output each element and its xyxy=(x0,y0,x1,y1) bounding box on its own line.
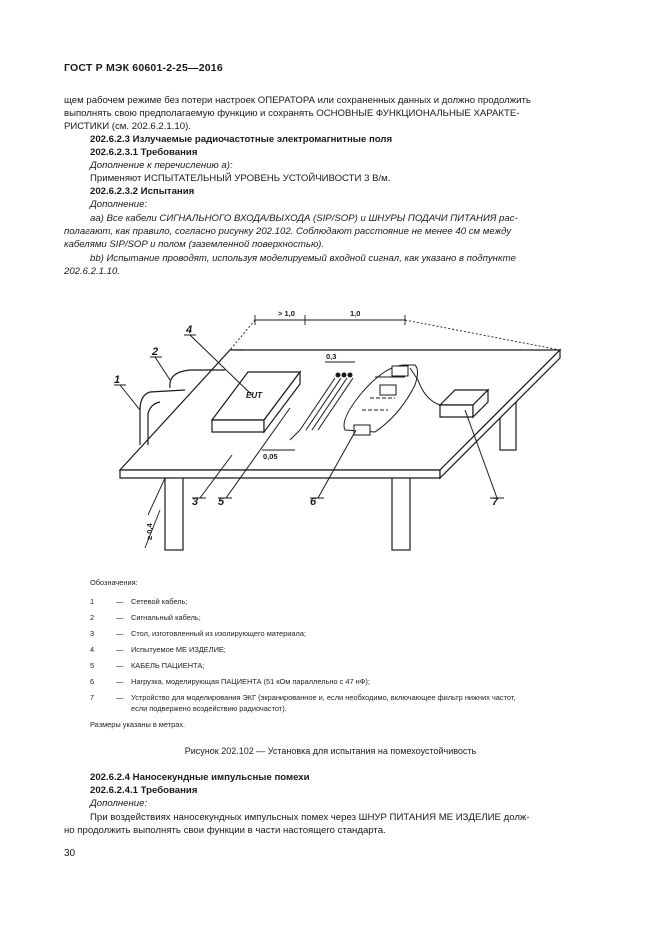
section-heading-202623: 202.6.2.3 Излучаемые радиочастотные электромагнитные поля xyxy=(90,134,393,145)
section-heading-2026231: 202.6.2.3.1 Требования xyxy=(90,147,198,158)
legend-number: 7 xyxy=(90,693,95,702)
paragraph-continuation xyxy=(64,94,531,134)
table-leg xyxy=(165,470,183,550)
legend-number: 4 xyxy=(90,645,95,654)
test-level-text: Применяют ИСПЫТАТЕЛЬНЫЙ УРОВЕНЬ УСТОЙЧИВОСТИ 3 В/м. xyxy=(90,173,391,184)
test-setup-figure xyxy=(0,290,661,565)
item-bb-line2: 202.6.2.1.10. xyxy=(64,266,121,278)
item-bb-line1: bb) Испытание проводят, используя моделируемый входной сигнал, как указано в подпункте xyxy=(90,253,516,264)
legend-text: если подвержено воздействию радиочастот). xyxy=(131,704,287,713)
legend-text: Испытуемое МЕ ИЗДЕЛИЕ; xyxy=(131,645,226,654)
burst-paragraph xyxy=(64,811,530,837)
item-bb xyxy=(64,252,516,278)
legend-item: 4 — Испытуемое МЕ ИЗДЕЛИЕ; xyxy=(90,645,226,654)
callout-1: 1 xyxy=(114,374,121,386)
legend-item: 7 — Устройство для моделирования ЭКГ (экранированное и, если необходимо, включающее фильтр нижних частот, xyxy=(90,693,516,702)
addition-note: Дополнение: xyxy=(90,199,148,210)
legend-title: Обозначения: xyxy=(90,578,138,587)
callout-7: 7 xyxy=(492,496,499,508)
legend-number: 1 xyxy=(90,597,95,606)
figure-caption: Рисунок 202.102 — Установка для испытания на помехоустойчивость xyxy=(184,746,477,756)
para1-line2: выполнять свою предполагаемую функцию и сохранять ОСНОВНЫЕ ФУНКЦИОНАЛЬНЫЕ ХАРАКТЕ- xyxy=(64,108,520,120)
burst-line2: но продолжить выполнять свои функции в части настоящего стандарта. xyxy=(64,825,386,837)
section-heading-2026232: 202.6.2.3.2 Испытания xyxy=(90,186,195,197)
item-aa-line3: кабелями SIP/SOP и полом (заземленной поверхностью). xyxy=(64,239,325,251)
page-number: 30 xyxy=(64,848,76,859)
legend-text: Нагрузка, моделирующая ПАЦИЕНТА (51 кОм параллельно с 47 нФ); xyxy=(131,677,370,686)
dimension-0-05: 0,05 xyxy=(263,452,278,461)
dimension-1: 1,0 xyxy=(350,309,361,318)
document-header: ГОСТ Р МЭК 60601-2-25—2016 xyxy=(64,62,223,74)
callout-5: 5 xyxy=(218,496,225,508)
legend-item: 6 — Нагрузка, моделирующая ПАЦИЕНТА (51 кОм параллельно с 47 нФ); xyxy=(90,677,370,686)
dimension-0-4: ≥ 0,4 xyxy=(145,523,154,540)
item-aa-line2: полагают, как правило, согласно рисунку 202.102. Соблюдают расстояние не менее 40 см между xyxy=(64,226,512,238)
item-aa-line1: aa) Все кабели СИГНАЛЬНОГО ВХОДА/ВЫХОДА (SIP/SOP) и ШНУРЫ ПОДАЧИ ПИТАНИЯ рас- xyxy=(90,213,518,224)
legend-text: Стол, изготовленный из изолирующего материала; xyxy=(131,629,306,638)
legend-number: 3 xyxy=(90,629,95,638)
legend-text: Сетевой кабель; xyxy=(131,597,188,606)
para1-line1: щем рабочем режиме без потери настроек ОПЕРАТОРА или сохраненных данных и должно продолжить xyxy=(64,95,531,106)
table-top xyxy=(120,350,560,470)
burst-line1: При воздействиях наносекундных импульсных помех через ШНУР ПИТАНИЯ МЕ ИЗДЕЛИЕ долж- xyxy=(90,812,530,823)
eut-label: EUT xyxy=(246,391,262,400)
legend-item: 2 — Сигнальный кабель; xyxy=(90,613,201,622)
legend-units-note: Размеры указаны в метрах. xyxy=(90,720,186,729)
legend-text: КАБЕЛЬ ПАЦИЕНТА; xyxy=(131,661,205,670)
addition-note-a: Дополнение к перечислению a): xyxy=(90,160,233,171)
legend-item: 1 — Сетевой кабель; xyxy=(90,597,188,606)
legend-number: 5 xyxy=(90,661,95,670)
callout-4: 4 xyxy=(186,324,193,336)
callout-2: 2 xyxy=(152,346,159,358)
legend-item: 5 — КАБЕЛЬ ПАЦИЕНТА; xyxy=(90,661,205,670)
legend-number: 2 xyxy=(90,613,95,622)
item-aa xyxy=(64,212,518,252)
table-edge xyxy=(120,470,440,478)
dimension-0-3: 0,3 xyxy=(326,352,337,361)
section-heading-202624: 202.6.2.4 Наносекундные импульсные помехи xyxy=(90,772,310,783)
addition-note-2: Дополнение: xyxy=(90,798,148,809)
legend-text: Сигнальный кабель; xyxy=(131,613,201,622)
legend-item: 3 — Стол, изготовленный из изолирующего материала; xyxy=(90,629,306,638)
callout-3: 3 xyxy=(192,496,199,508)
legend-number: 6 xyxy=(90,677,95,686)
legend-text: Устройство для моделирования ЭКГ (экранированное и, если необходимо, включающее фильтр нижних частот, xyxy=(131,693,516,702)
callout-6: 6 xyxy=(310,496,317,508)
dimension-gt-1: > 1,0 xyxy=(278,309,295,318)
para1-line3: РИСТИКИ (см. 202.6.2.1.10). xyxy=(64,121,191,133)
section-heading-2026241: 202.6.2.4.1 Требования xyxy=(90,785,198,796)
table-leg xyxy=(392,470,410,550)
legend-item-continuation xyxy=(90,704,287,713)
